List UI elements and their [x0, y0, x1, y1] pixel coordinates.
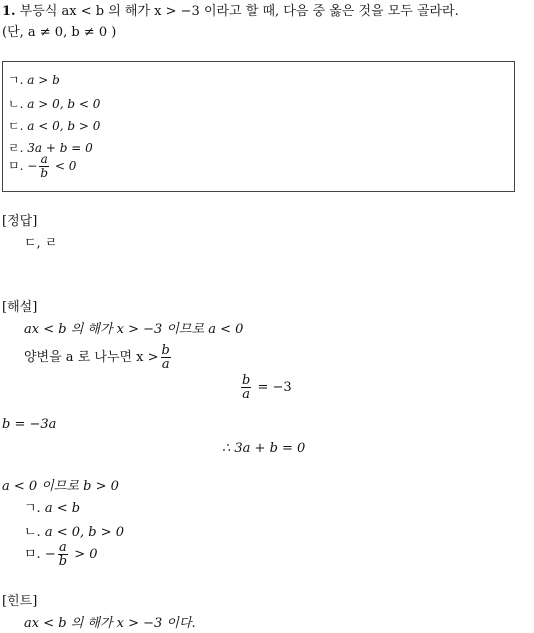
choice-expr: a < 0, b > 0 [27, 119, 101, 133]
solution-line-3 [239, 374, 292, 401]
choice-expr: a > b [27, 73, 60, 87]
solution-line-2 [24, 344, 173, 371]
choice-fraction [39, 153, 49, 180]
choice-label: ㅁ. [8, 159, 24, 173]
check-prefix: − [44, 547, 56, 562]
answer-header: [정답] [2, 214, 38, 229]
problem-number: 1. [2, 4, 16, 19]
choice-2 [8, 96, 100, 112]
fraction-numerator: a [59, 540, 67, 555]
solution-check-3 [24, 541, 98, 568]
fraction-numerator: b [242, 373, 251, 388]
solution-line-1: ax < b 의 해가 x > −3 이므로 a < 0 [24, 322, 244, 337]
choice-1 [8, 72, 60, 88]
solution-line-5: ∴ 3a + b = 0 [222, 441, 306, 456]
check-label: ㄴ. [24, 525, 41, 540]
check-expr: a < 0, b > 0 [44, 525, 125, 540]
check-expr: a < b [44, 501, 81, 516]
check-fraction [58, 541, 68, 568]
solution-line-3-fraction [241, 374, 251, 401]
fraction-denominator: b [40, 166, 48, 180]
problem-text: 부등식 ax < b 의 해가 x > −3 이라고 할 때, 다음 중 옳은 것을 모두 골라라. [19, 4, 459, 19]
solution-line-2-fraction [161, 344, 171, 371]
fraction-denominator: b [58, 554, 68, 569]
solution-line-6: a < 0 이므로 b > 0 [2, 479, 119, 494]
choice-label: ㄷ. [8, 119, 24, 133]
choice-expr: a > 0, b < 0 [27, 97, 101, 111]
hint-text: ax < b 의 해가 x > −3 이다. [24, 616, 196, 631]
answer-text: ㄷ, ㄹ [24, 236, 58, 251]
solution-header: [해설] [2, 300, 38, 315]
choice-expr: 3a + b = 0 [27, 141, 93, 155]
choice-3 [8, 118, 100, 134]
solution-line-4: b = −3a [2, 417, 57, 432]
check-label: ㄱ. [24, 501, 41, 516]
choice-suffix: < 0 [54, 159, 77, 173]
choice-prefix: − [27, 159, 38, 173]
problem-condition: (단, a ≠ 0, b ≠ 0 ) [2, 25, 117, 40]
problem-statement [2, 4, 459, 20]
choice-5 [8, 153, 76, 180]
fraction-numerator: b [161, 343, 170, 358]
fraction-denominator: a [242, 387, 251, 402]
choice-label: ㄴ. [8, 97, 24, 111]
fraction-numerator: a [40, 152, 48, 166]
solution-check-2 [24, 525, 124, 541]
fraction-denominator: a [161, 357, 170, 372]
check-suffix: > 0 [74, 547, 98, 562]
choice-label: ㄹ. [8, 141, 24, 155]
solution-check-1 [24, 501, 80, 517]
solution-line-2-text: 양변을 a 로 나누면 x > [24, 350, 159, 365]
check-label: ㅁ. [24, 547, 41, 562]
solution-line-3-suffix: = −3 [257, 380, 292, 395]
hint-header: [힌트] [2, 594, 38, 609]
choice-label: ㄱ. [8, 73, 24, 87]
